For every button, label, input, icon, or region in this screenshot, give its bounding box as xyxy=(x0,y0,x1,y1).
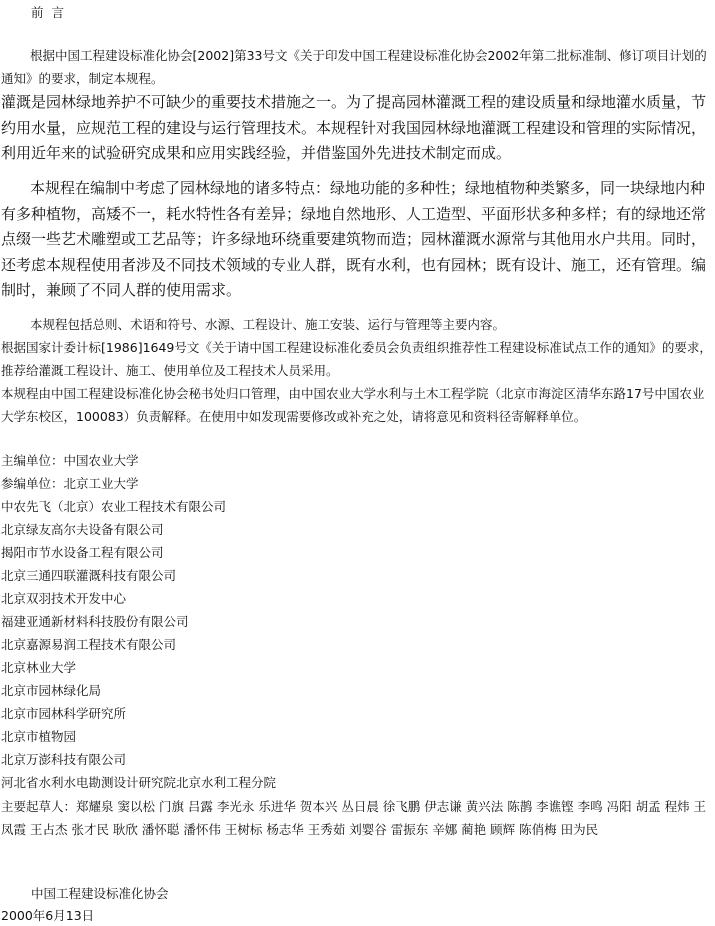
page-title: 前 言 xyxy=(31,5,66,20)
paragraph-contents: 本规程包括总则、术语和符号、水源、工程设计、施工安装、运行与管理等主要内容。 xyxy=(30,317,506,332)
participant-unit: 北京嘉源易润工程技术有限公司 xyxy=(1,637,177,652)
participant-unit: 河北省水利水电勘测设计研究院北京水利工程分院 xyxy=(1,775,277,790)
participant-unit: 北京市植物园 xyxy=(1,729,77,744)
participant-unit: 北京双羽技术开发中心 xyxy=(1,591,127,606)
paragraph-basis: 根据中国工程建设标准化协会[2002]第33号文《关于印发中国工程建设标准化协会2002年第二批标准制、修订项目计划的通知》的要求，制定本规程。 xyxy=(1,48,707,86)
participant-unit: 福建亚通新材料科技股份有限公司 xyxy=(1,614,189,629)
participant-unit: 北京市园林绿化局 xyxy=(1,683,102,698)
participant-unit: 北京市园林科学研究所 xyxy=(1,706,127,721)
paragraph-management: 本规程由中国工程建设标准化协会秘书处归口管理，由中国农业大学水利与土木工程学院（北京市海淀区清华东路17号中国农业大学东校区，100083）负责解释。在使用中如发现需要修改或补充之处，请将意见和资料径寄解释单位。 xyxy=(1,386,705,424)
participant-unit: 北京绿友高尔夫设备有限公司 xyxy=(1,522,164,537)
paragraph-features: 本规程在编制中考虑了园林绿地的诸多特点：绿地功能的多种性；绿地植物种类繁多，同一块绿地内种有多种植物，高矮不一，耗水特性各有差异；绿地自然地形、人工造型、平面形状多种多样；有的绿地还常点缀一些艺术雕塑或工艺品等；许多绿地环绕重要建筑物而造；园林灌溉水源常与其他用水户共用。同时，还考虑本规程使用者涉及不同技术领域的专业人群，既有水利，也有园林；既有设计、施工，还有管理。编制时，兼顾了不同人群的使用需求。 xyxy=(1,179,707,299)
issuing-organization: 中国工程建设标准化协会 xyxy=(31,886,169,901)
participant-unit: 揭阳市节水设备工程有限公司 xyxy=(1,545,164,560)
chief-editor-unit: 主编单位：中国农业大学 xyxy=(1,453,139,468)
participant-unit: 中农先飞（北京）农业工程技术有限公司 xyxy=(1,499,227,514)
participant-unit: 北京万澎科技有限公司 xyxy=(1,752,127,767)
paragraph-purpose: 灌溉是园林绿地养护不可缺少的重要技术措施之一。为了提高园林灌溉工程的建设质量和绿地灌水质量，节约用水量，应规范工程的建设与运行管理技术。本规程针对我国园林绿地灌溉工程建设和管理的实际情况，利用近年来的试验研究成果和应用实践经验，并借鉴国外先进技术制定而成。 xyxy=(1,93,707,162)
participant-unit: 北京林业大学 xyxy=(1,660,77,675)
paragraph-recommendation: 根据国家计委计标[1986]1649号文《关于请中国工程建设标准化委员会负责组织推荐性工程建设标准试点工作的通知》的要求，推荐给灌溉工程设计、施工、使用单位及工程技术人员采用。 xyxy=(1,340,712,378)
main-drafters: 主要起草人：郑耀泉 窦以松 门旗 吕露 李光永 乐进华 贺本兴 丛日晨 徐飞鹏 伊志谦 黄兴法 陈鹊 李谯铿 李鸣 冯阳 胡孟 程炜 王凤霞 王占杰 张才民 耿欣 潘怀聪 潘怀伟 王树标 杨志华 王秀茹 刘婴谷 雷振东 辛娜 蔺艳 顾辉 陈俏梅 田为民 xyxy=(1,799,707,837)
participant-unit: 参编单位：北京工业大学 xyxy=(1,476,139,491)
issue-date: 2000年6月13日 xyxy=(1,908,95,923)
participant-unit: 北京三通四联灌溉科技有限公司 xyxy=(1,568,177,583)
